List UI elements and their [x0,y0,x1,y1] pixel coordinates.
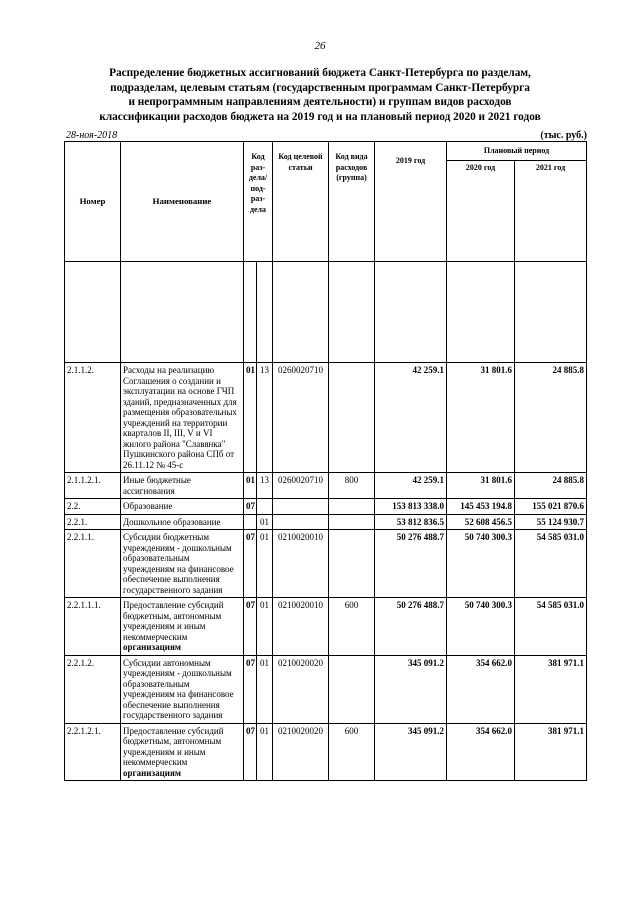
table-row [65,655,587,723]
cell-2021 [515,514,587,530]
cell-2020-text: 145 453 194.8 [460,501,513,511]
cell-number-text: 2.2.1.2.1. [67,725,101,736]
unit-label: (тыс. руб.) [540,130,587,141]
header-target: Код целевой статьи [273,142,329,262]
cell-section-text: 07 [246,501,255,511]
cell-2020-text: 50 740 300.3 [464,532,513,542]
cell-2020 [447,499,515,515]
cell-section [244,514,257,530]
cell-2021-text: 24 885.8 [552,365,585,375]
cell-subsection [257,598,273,656]
table-row [65,473,587,499]
cell-section [244,598,257,656]
cell-2019-text: 42 259.1 [412,475,445,485]
cell-target-text: 0210020010 [278,532,324,542]
cell-target [273,723,329,781]
cell-2021 [515,655,587,723]
cell-subsection-text: 01 [260,725,269,736]
cell-2020 [447,514,515,530]
cell-target-text: 0210020010 [278,600,324,610]
cell-type [329,530,375,598]
cell-2020-text: 52 608 456.5 [464,516,513,527]
cell-name [121,499,244,515]
cell-type [329,499,375,515]
cell-2020-text: 31 801.6 [480,475,513,485]
cell-2021-text: 381 971.1 [548,725,585,736]
cell-section-text: 01 [246,365,255,375]
table-row [65,363,587,473]
cell-type [329,723,375,781]
cell-2020 [447,363,515,473]
cell-name-text: Образование [123,501,173,511]
cell-name-text: Субсидии автономным учреждениям - дошкольным образовательным учреждениям на финансовое обеспечение выполнения государственного задания [123,657,234,720]
spacer-row [65,262,587,363]
cell-subsection [257,530,273,598]
cell-subsection-text: 01 [260,532,269,542]
cell-number [65,514,121,530]
cell-2021-text: 155 021 870.6 [532,501,585,511]
cell-section [244,655,257,723]
cell-section-text: 07 [246,725,255,736]
cell-section-text: 01 [246,475,255,485]
cell-2019-text: 42 259.1 [412,365,445,375]
cell-2021-text: 54 585 031.0 [536,600,585,610]
cell-number [65,598,121,656]
cell-name-text: Предоставление субсидий бюджетным, автономным учреждениям и иным некоммерческим [123,600,224,642]
header-2020: 2020 год [447,161,515,262]
cell-number-text: 2.2.1. [67,516,88,527]
empty-cell [273,262,329,363]
cell-2021 [515,598,587,656]
cell-type [329,514,375,530]
cell-name-bold-text: организациям [123,642,181,652]
empty-cell [329,262,375,363]
cell-2020 [447,655,515,723]
cell-subsection [257,514,273,530]
page-number: 26 [314,40,326,52]
cell-2020 [447,723,515,781]
cell-section [244,473,257,499]
cell-section [244,363,257,473]
cell-2019-text: 50 276 488.7 [396,600,445,610]
cell-2019 [375,530,447,598]
cell-target-text: 0210020020 [278,725,324,736]
table-row [65,499,587,515]
cell-type [329,363,375,473]
cell-name [121,363,244,473]
cell-2021-text: 54 585 031.0 [536,532,585,542]
cell-2019-text: 53 812 836.5 [396,516,445,527]
empty-cell [447,262,515,363]
cell-2020 [447,530,515,598]
table-row [65,723,587,781]
cell-2021 [515,363,587,473]
cell-number-text: 2.1.1.2.1. [67,475,101,485]
header-2021: 2021 год [515,161,587,262]
cell-target [273,655,329,723]
cell-section [244,723,257,781]
cell-2021-text: 381 971.1 [548,657,585,668]
cell-type-text: 800 [344,475,359,485]
cell-type [329,473,375,499]
table-row [65,530,587,598]
table-row [65,514,587,530]
budget-table [64,141,587,781]
cell-name [121,598,244,656]
cell-number-text: 2.1.1.2. [67,365,94,375]
cell-2021 [515,530,587,598]
cell-2021 [515,723,587,781]
title-line: и непрограммным направлениям деятельности) и группам видов расходов [128,96,512,108]
cell-subsection [257,473,273,499]
empty-cell [121,262,244,363]
cell-2019 [375,598,447,656]
cell-target [273,499,329,515]
cell-name-text: Дошкольное образование [123,516,221,527]
empty-cell [515,262,587,363]
cell-target [273,514,329,530]
cell-number-text: 2.2. [67,501,81,511]
header-planned: Плановый период [447,142,587,161]
cell-number [65,499,121,515]
cell-name [121,514,244,530]
cell-subsection-text: 01 [260,600,269,610]
cell-2019 [375,363,447,473]
cell-subsection [257,499,273,515]
cell-name-text: Расходы на реализацию Соглашения о создании и эксплуатации на основе ГЧП зданий, предназначенных для размещения образовательных учреждений на территории кварталов II, III, V и VI жилого района "Славянка" Пушкинского района СПб от 26.11.12 № 45-с [123,365,237,470]
cell-target-text: 0260020710 [278,365,324,375]
cell-subsection [257,363,273,473]
table-row [65,598,587,656]
cell-2020-text: 31 801.6 [480,365,513,375]
header-2019: 2019 год [375,142,447,262]
cell-number [65,723,121,781]
cell-number [65,530,121,598]
cell-2019 [375,499,447,515]
cell-name-text: Предоставление субсидий бюджетным, автономным учреждениям и иным некоммерческим [123,725,224,767]
cell-type [329,598,375,656]
cell-2021 [515,473,587,499]
cell-number [65,473,121,499]
cell-2020 [447,598,515,656]
cell-subsection-text: 01 [260,516,269,527]
header-number: Номер [65,142,121,262]
cell-name [121,530,244,598]
cell-section-text: 07 [246,600,255,610]
document-date: 28-ноя-2018 [66,130,118,141]
cell-2019-text: 50 276 488.7 [396,532,445,542]
header-type: Код вида расходов (группа) [329,142,375,262]
cell-name-text: Иные бюджетные ассигнования [123,475,191,496]
cell-section [244,530,257,598]
cell-subsection [257,723,273,781]
cell-2019 [375,473,447,499]
empty-cell [244,262,257,363]
cell-2021-text: 24 885.8 [552,475,585,485]
cell-subsection-text: 13 [260,365,269,375]
cell-subsection [257,655,273,723]
cell-target [273,598,329,656]
cell-2020-text: 354 662.0 [476,657,513,668]
cell-target [273,363,329,473]
cell-section [244,499,257,515]
cell-name [121,473,244,499]
cell-number [65,655,121,723]
cell-2020-text: 354 662.0 [476,725,513,736]
document-title [60,66,580,124]
cell-number [65,363,121,473]
title-line: классификации расходов бюджета на 2019 год и на плановый период 2020 и 2021 годов [99,110,541,123]
cell-2020 [447,473,515,499]
cell-2019 [375,655,447,723]
cell-subsection-text: 13 [260,475,269,485]
empty-cell [375,262,447,363]
cell-number-text: 2.2.1.1.1. [67,600,101,610]
cell-section-text: 07 [246,532,255,542]
cell-target-text: 0210020020 [278,657,324,668]
cell-type-text: 600 [344,600,359,610]
cell-subsection-text: 01 [260,657,269,668]
cell-2019 [375,723,447,781]
cell-2021 [515,499,587,515]
header-row [65,142,587,161]
cell-name [121,723,244,781]
cell-name [121,655,244,723]
cell-2019-text: 345 091.2 [408,657,445,668]
title-line: подразделам, целевым статьям (государственным программам Санкт-Петербурга [110,81,530,94]
cell-type-text: 600 [344,725,359,736]
header-name: Наименование [121,142,244,262]
cell-target [273,473,329,499]
cell-type [329,655,375,723]
cell-target [273,530,329,598]
cell-section-text: 07 [246,657,255,668]
title-line: Распределение бюджетных ассигнований бюджета Санкт-Петербурга по разделам, [109,67,531,79]
cell-target-text: 0260020710 [278,475,324,485]
header-section: Код раз-дела/ под-раз-дела [244,142,273,262]
cell-number-text: 2.2.1.1. [67,532,94,542]
cell-2019-text: 345 091.2 [408,725,445,736]
cell-number-text: 2.2.1.2. [67,657,94,668]
cell-2020-text: 50 740 300.3 [464,600,513,610]
cell-2019-text: 153 813 338.0 [392,501,445,511]
empty-cell [65,262,121,363]
cell-name-text: Субсидии бюджетным учреждениям - дошкольным образовательным учреждениям на финансовое обеспечение выполнения государственного задания [123,532,234,595]
cell-name-bold-text: организациям [123,767,181,778]
cell-2021-text: 55 124 930.7 [536,516,585,527]
empty-cell [257,262,273,363]
cell-2019 [375,514,447,530]
